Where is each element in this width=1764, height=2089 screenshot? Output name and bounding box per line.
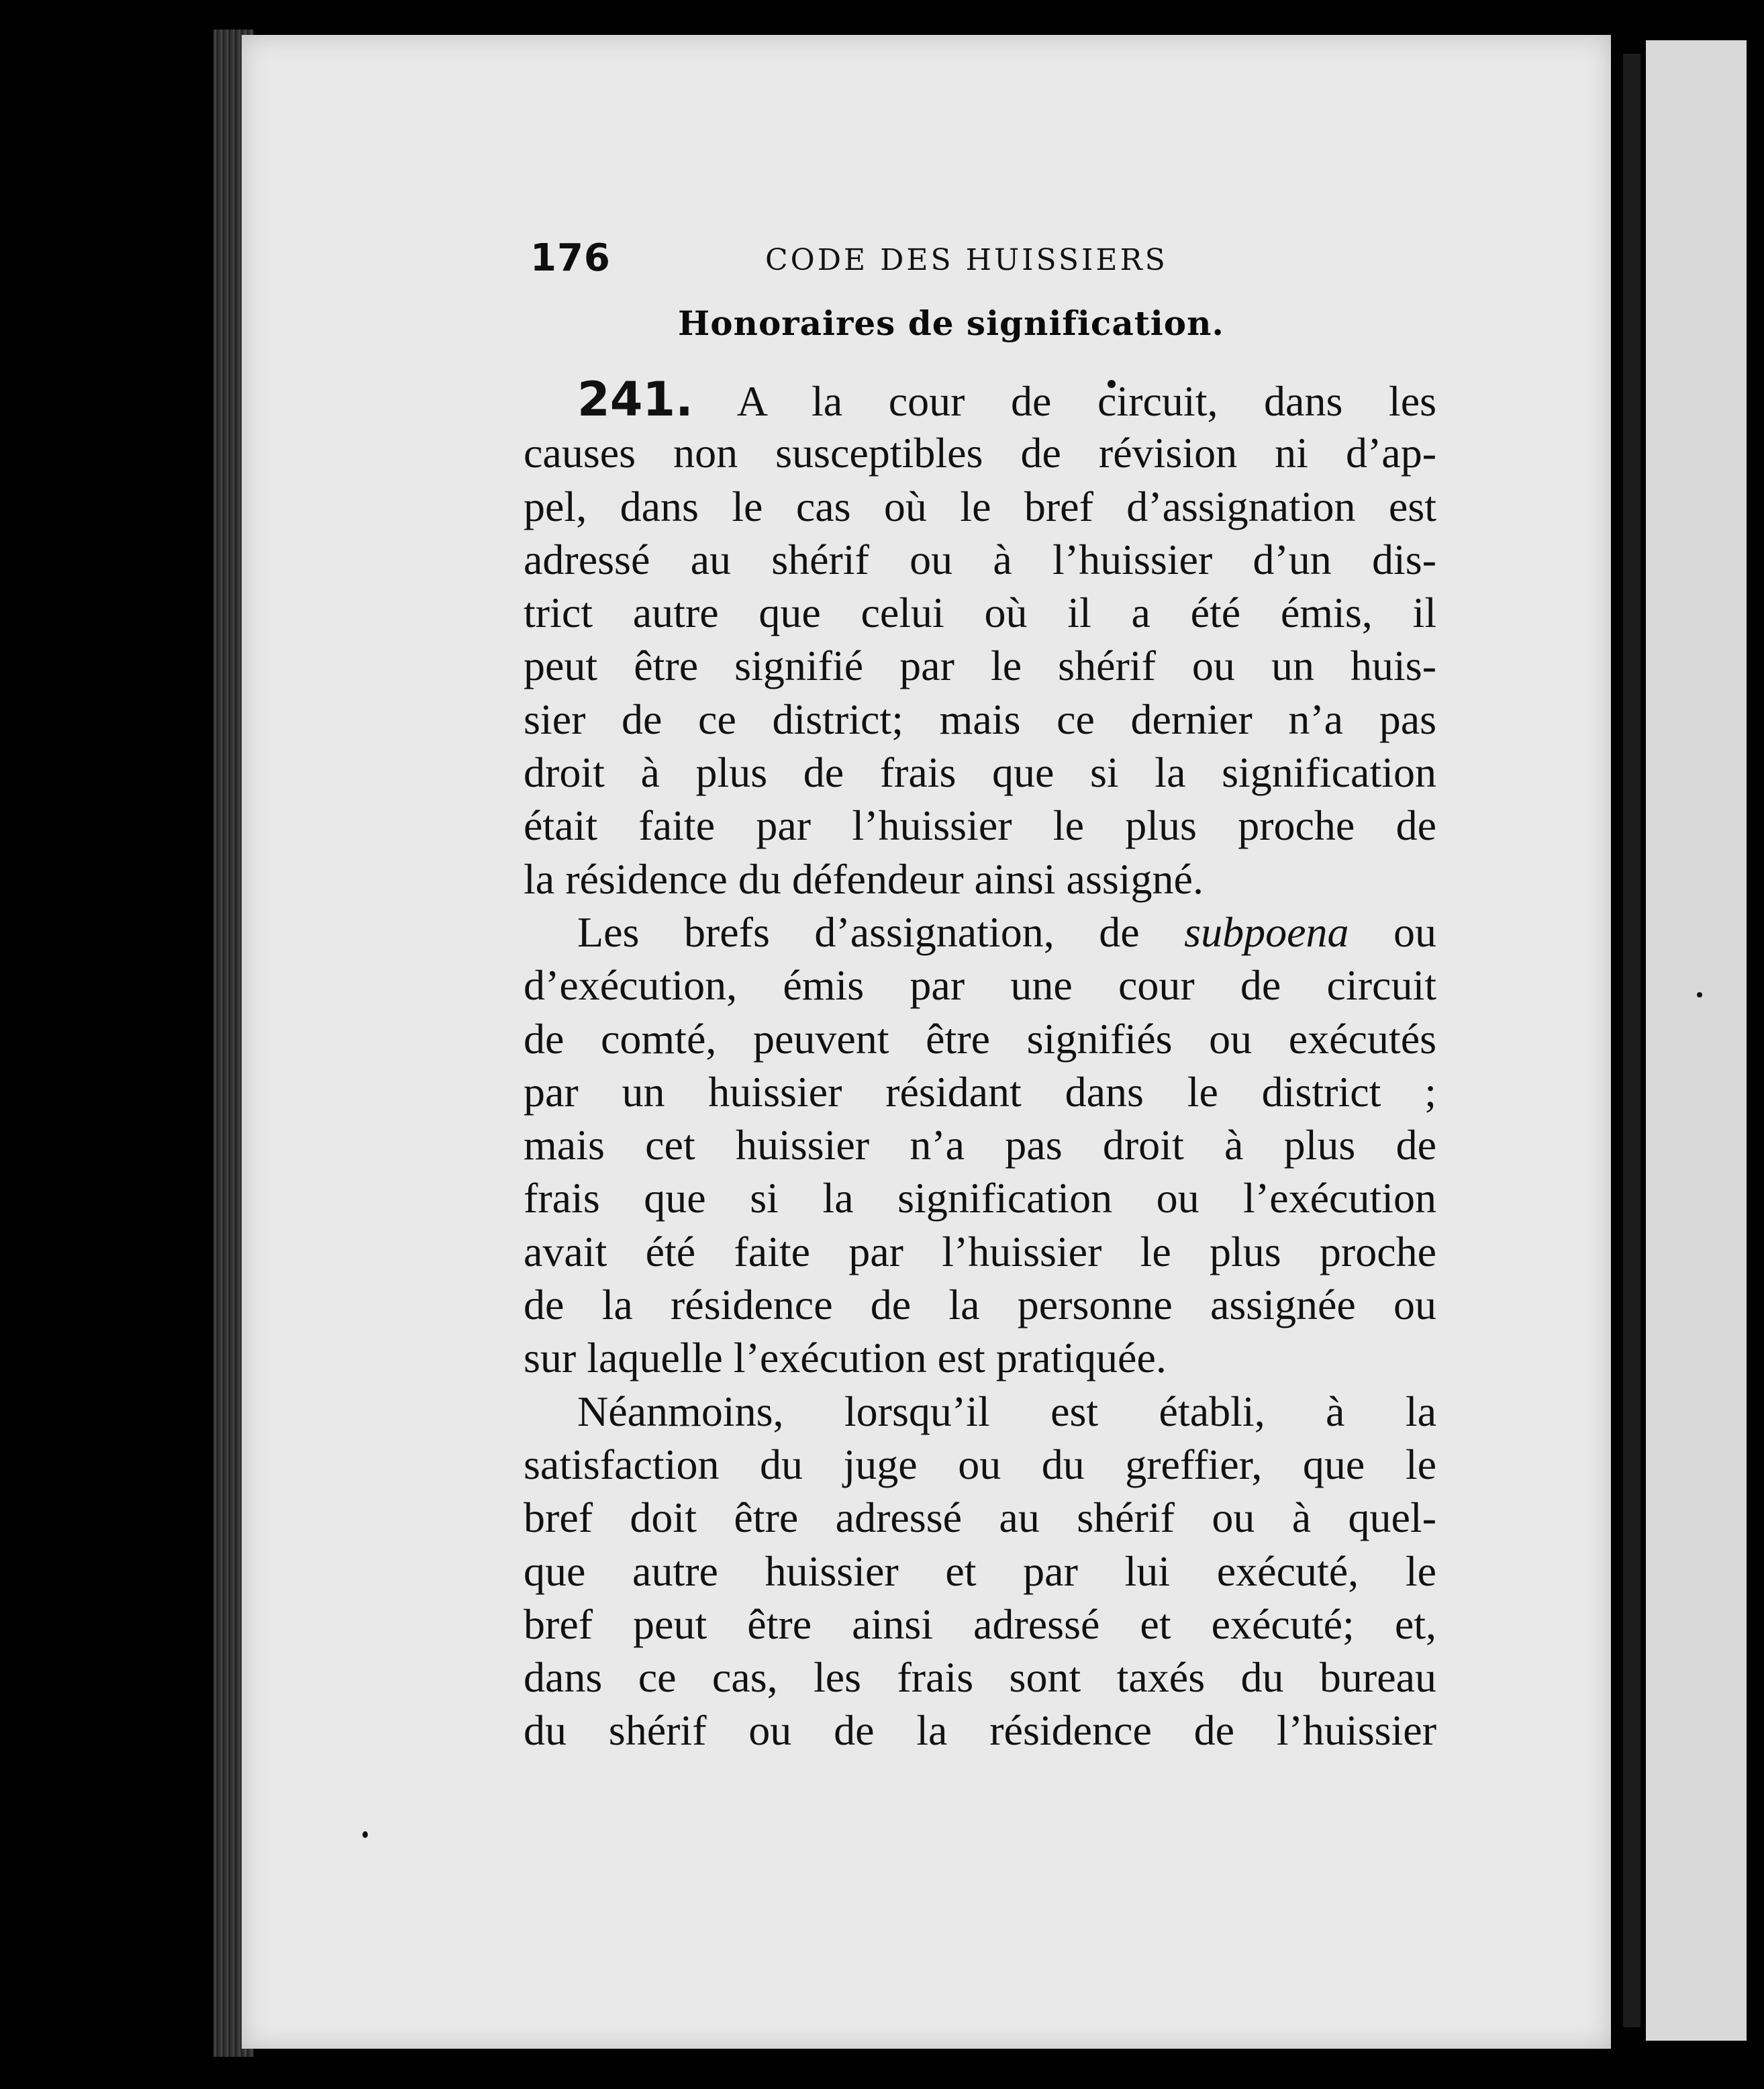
text-line: causes non susceptibles de révision ni d’ap- bbox=[524, 429, 1436, 477]
section-title: Honoraires de signification. bbox=[678, 303, 1224, 343]
text-line: frais que si la signification ou l’exécution bbox=[524, 1174, 1436, 1222]
text-line: avait été faite par l’huissier le plus proche bbox=[524, 1227, 1436, 1275]
text-line: Les brefs d’assignation, de subpoena ou bbox=[577, 908, 1436, 956]
running-head bbox=[530, 236, 1457, 290]
text-line: trict autre que celui où il a été émis, il bbox=[524, 589, 1436, 637]
text-line: bref doit être adressé au shérif ou à quel- bbox=[524, 1494, 1436, 1542]
text-line: du shérif ou de la résidence de l’huissier bbox=[524, 1706, 1436, 1755]
text-line: satisfaction du juge ou du greffier, que le bbox=[524, 1440, 1436, 1488]
text-line: 241. A la cour de circuit, dans les bbox=[577, 372, 1436, 427]
gutter-shadow bbox=[1623, 54, 1640, 2027]
text-line: de la résidence de la personne assignée ou bbox=[524, 1281, 1436, 1329]
text-line: Néanmoins, lorsqu’il est établi, à la bbox=[577, 1387, 1436, 1435]
text-line: la résidence du défendeur ainsi assigné. bbox=[524, 855, 1204, 903]
article-number: 241. bbox=[577, 372, 693, 427]
text-line: que autre huissier et par lui exécuté, le bbox=[524, 1547, 1436, 1595]
speck bbox=[362, 1831, 368, 1838]
text-line: pel, dans le cas où le bref d’assignation est bbox=[524, 482, 1436, 530]
text-line: par un huissier résidant dans le district ; bbox=[524, 1067, 1436, 1116]
text-line: de comté, peuvent être signifiés ou exécutés bbox=[524, 1014, 1436, 1063]
text-line: droit à plus de frais que si la signification bbox=[524, 748, 1436, 797]
text-line: dans ce cas, les frais sont taxés du bureau bbox=[524, 1653, 1436, 1702]
header-title: CODE DES HUISSIERS bbox=[765, 243, 1168, 277]
text-line: adressé au shérif ou à l’huissier d’un dis- bbox=[524, 535, 1436, 583]
article-text bbox=[524, 373, 1436, 1757]
text-line: sur laquelle l’exécution est pratiquée. bbox=[524, 1334, 1167, 1382]
text-line: sier de ce district; mais ce dernier n’a pas bbox=[524, 695, 1436, 743]
page-number: 176 bbox=[530, 236, 611, 280]
text-line: d’exécution, émis par une cour de circuit bbox=[524, 961, 1436, 1010]
speck bbox=[1697, 992, 1702, 998]
adjacent-page-edge bbox=[1646, 40, 1747, 2041]
text-line: mais cet huissier n’a pas droit à plus de bbox=[524, 1121, 1436, 1169]
italic-word: subpoena bbox=[1184, 908, 1349, 956]
text-line: était faite par l’huissier le plus proche de bbox=[524, 801, 1436, 850]
text-line: peut être signifié par le shérif ou un huis- bbox=[524, 642, 1436, 690]
text-line: bref peut être ainsi adressé et exécuté; et, bbox=[524, 1600, 1436, 1648]
